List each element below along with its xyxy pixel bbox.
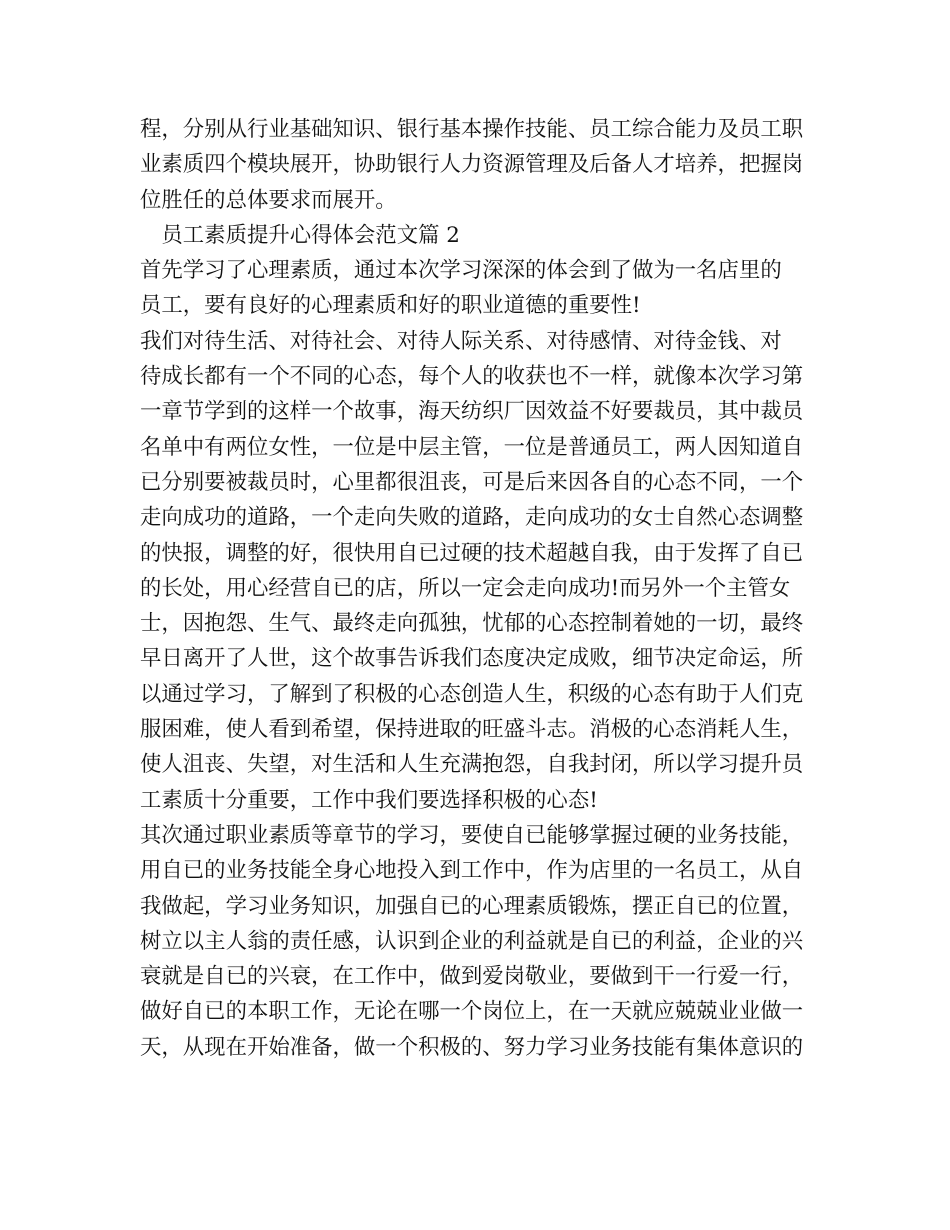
text-line: 其次通过职业素质等章节的学习，要使自已能够掌握过硬的业务技能， bbox=[140, 822, 804, 848]
text-line: 做好自已的本职工作，无论在哪一个岗位上，在一天就应兢兢业业做一 bbox=[140, 999, 804, 1025]
text-line: 士，因抱怨、生气、最终走向孤独，忧郁的心态控制着她的一切，最终 bbox=[140, 611, 804, 637]
text-line: 天，从现在开始准备，做一个积极的、努力学习业务技能有集体意识的 bbox=[140, 1034, 804, 1060]
text-line: 我做起，学习业务知识，加强自已的心理素质锻炼，摆正自已的位置， bbox=[140, 893, 804, 919]
text-line: 衰就是自已的兴衰，在工作中，做到爱岗敬业，要做到干一行爱一行， bbox=[140, 964, 804, 990]
text-line: 的快报，调整的好，很快用自已过硬的技术超越自我，由于发挥了自已 bbox=[140, 540, 804, 566]
text-line: 服困难，使人看到希望，保持进取的旺盛斗志。消极的心态消耗人生， bbox=[140, 717, 804, 743]
text-line: 以通过学习，了解到了积极的心态创造人生，积级的心态有助于人们克 bbox=[140, 681, 804, 707]
text-line: 程，分别从行业基础知识、银行基本操作技能、员工综合能力及员工职 bbox=[140, 117, 804, 142]
text-line: 树立以主人翁的责任感，认识到企业的利益就是自已的利益，企业的兴 bbox=[140, 928, 804, 954]
text-line: 首先学习了心理素质，通过本次学习深深的体会到了做为一名店里的 bbox=[140, 258, 782, 284]
text-line: 我们对待生活、对待社会、对待人际关系、对待感情、对待金钱、对 bbox=[140, 328, 782, 354]
text-line: 待成长都有一个不同的心态，每个人的收获也不一样，就像本次学习第 bbox=[140, 364, 804, 390]
text-line: 工素质十分重要，工作中我们要选择积极的心态! bbox=[140, 787, 598, 813]
text-line: 名单中有两位女性，一位是中层主管，一位是普通员工，两人因知道自 bbox=[140, 434, 804, 460]
text-line: 走向成功的道路，一个走向失败的道路，走向成功的女士自然心态调整 bbox=[140, 505, 804, 531]
text-line: 已分别要被裁员时，心里都很沮丧，可是后来因各自的心态不同，一个 bbox=[140, 469, 804, 495]
text-line: 员工，要有良好的心理素质和好的职业道德的重要性! bbox=[140, 293, 641, 319]
document-body bbox=[140, 112, 830, 1065]
text-line: 早日离开了人世，这个故事告诉我们态度决定成败，细节决定命运，所 bbox=[140, 646, 804, 672]
text-line: 使人沮丧、失望，对生活和人生充满抱怨，自我封闭，所以学习提升员 bbox=[140, 752, 804, 778]
text-line: 的长处，用心经营自已的店，所以一定会走向成功!而另外一个主管女 bbox=[140, 575, 791, 601]
text-line: 位胜任的总体要求而展开。 bbox=[140, 187, 397, 213]
text-line: 业素质四个模块展开，协助银行人力资源管理及后备人才培养，把握岗 bbox=[140, 152, 804, 178]
text-line: 用自已的业务技能全身心地投入到工作中，作为店里的一名员工，从自 bbox=[140, 858, 804, 884]
text-line: 一章节学到的这样一个故事，海天纺织厂因效益不好要裁员，其中裁员 bbox=[140, 399, 804, 425]
section-heading: 员工素质提升心得体会范文篇 2 bbox=[140, 222, 460, 248]
